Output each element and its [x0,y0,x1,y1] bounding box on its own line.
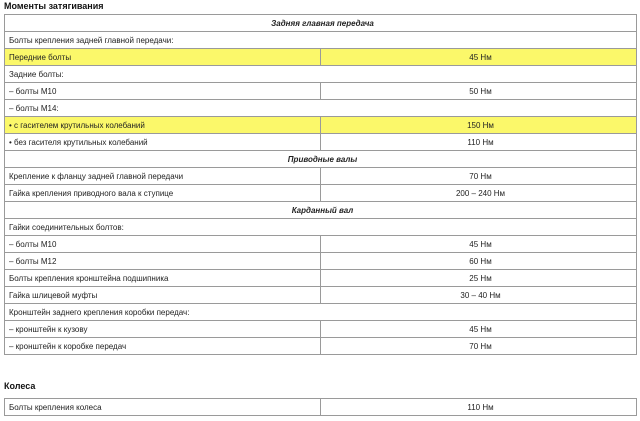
row-value: 110 Нм [321,134,637,151]
group-label: Задние болты: [5,66,637,83]
row-label: – болты М12 [5,253,321,270]
table-row [5,151,637,168]
row-label: Болты крепления кронштейна подшипника [5,270,321,287]
row-label: Передние болты [5,49,321,66]
row-value: 70 Нм [321,338,637,355]
table-row [5,185,637,202]
table-row [5,219,637,236]
table-row [5,321,637,338]
table-row [5,168,637,185]
torque-table-main [4,14,637,355]
row-value: 30 – 40 Нм [321,287,637,304]
torque-table-wheels [4,398,637,416]
table-row [5,100,637,117]
table-row [5,15,637,32]
row-label: Гайка шлицевой муфты [5,287,321,304]
table-row [5,202,637,219]
row-value: 25 Нм [321,270,637,287]
section-header: Приводные валы [5,151,637,168]
table-row [5,83,637,100]
row-label: Болты крепления колеса [5,399,321,416]
row-value: 200 – 240 Нм [321,185,637,202]
row-label: – болты М10 [5,236,321,253]
row-label: Крепление к фланцу задней главной передачи [5,168,321,185]
row-label: • без гасителя крутильных колебаний [5,134,321,151]
table-row [5,338,637,355]
row-label: • с гасителем крутильных колебаний [5,117,321,134]
row-label: – болты М10 [5,83,321,100]
row-label: – кронштейн к кузову [5,321,321,338]
row-label: Гайка крепления приводного вала к ступице [5,185,321,202]
section-header: Задняя главная передача [5,15,637,32]
row-value: 50 Нм [321,83,637,100]
table-row [5,399,637,416]
table-row [5,287,637,304]
table-row [5,134,637,151]
table-row [5,66,637,83]
group-label: – болты М14: [5,100,637,117]
table-row [5,32,637,49]
row-value: 45 Нм [321,49,637,66]
row-value: 60 Нм [321,253,637,270]
row-value: 45 Нм [321,321,637,338]
section-header: Карданный вал [5,202,637,219]
group-label: Кронштейн заднего крепления коробки передач: [5,304,637,321]
row-value: 150 Нм [321,117,637,134]
table-row [5,304,637,321]
row-label: – кронштейн к коробке передач [5,338,321,355]
table-row [5,253,637,270]
table-row [5,236,637,253]
group-label: Болты крепления задней главной передачи: [5,32,637,49]
row-value: 70 Нм [321,168,637,185]
row-value: 110 Нм [321,399,637,416]
row-value: 45 Нм [321,236,637,253]
page-title: Моменты затягивания [4,1,104,11]
table-row [5,270,637,287]
group-label: Гайки соединительных болтов: [5,219,637,236]
wheels-heading: Колеса [4,381,36,391]
table-row [5,49,637,66]
table-row [5,117,637,134]
